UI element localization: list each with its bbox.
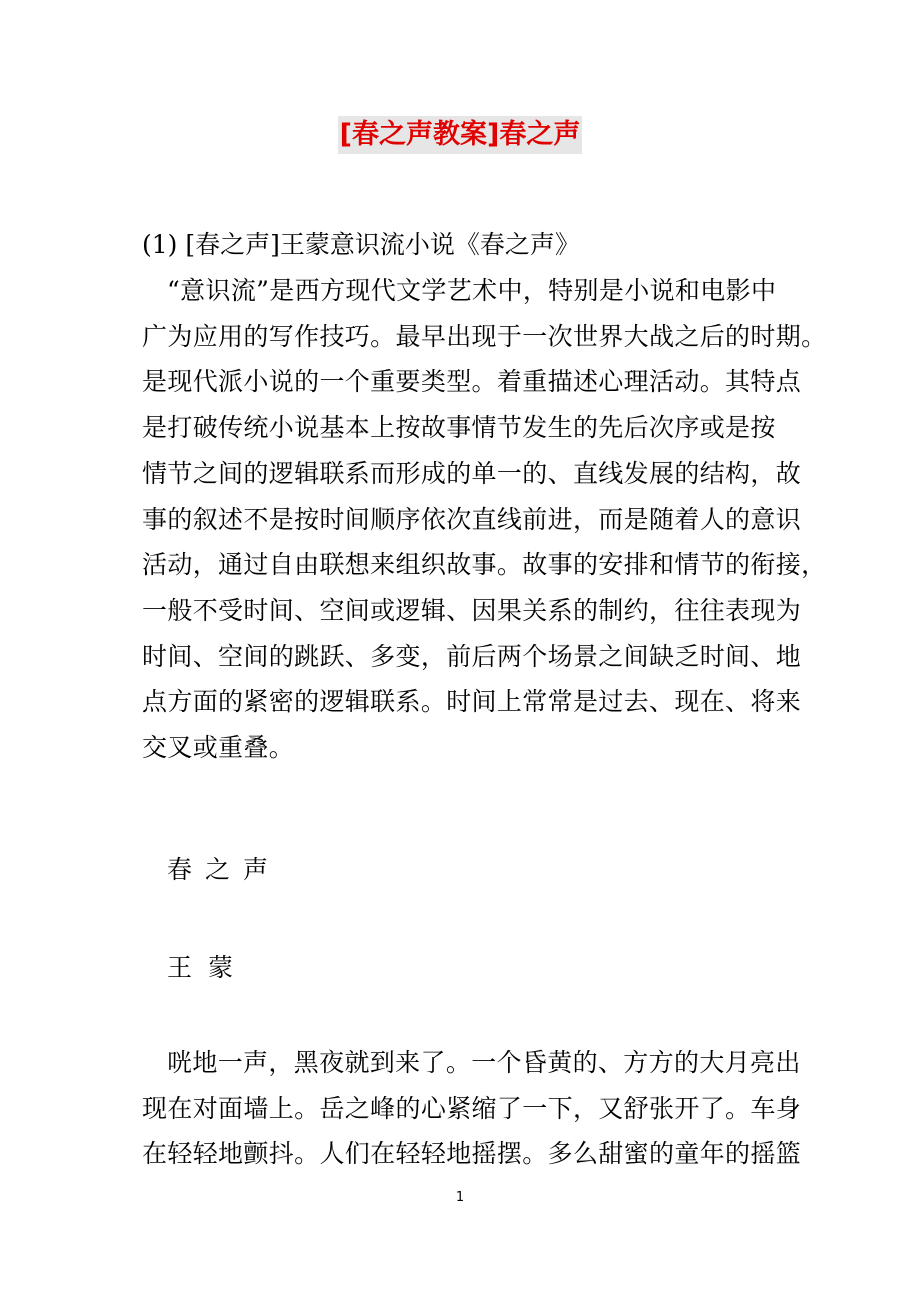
intro-line: 一般不受时间、空间或逻辑、因果关系的制约，往往表现为	[142, 595, 802, 625]
intro-line: 情节之间的逻辑联系而形成的单一的、直线发展的结构，故	[142, 458, 802, 488]
page-number: 1	[455, 1190, 465, 1205]
title-container	[0, 116, 920, 154]
section-title: 春之声	[167, 855, 282, 884]
story-paragraph	[142, 1040, 802, 1177]
story-line: 咣地一声，黑夜就到来了。一个昏黄的、方方的大月亮出	[167, 1048, 801, 1077]
intro-line: “意识流”是西方现代文学艺术中，特别是小说和电影中	[167, 276, 777, 305]
intro-line: 活动，通过自由联想来组织故事。故事的安排和情节的衔接，	[142, 550, 827, 580]
intro-line: 是现代派小说的一个重要类型。着重描述心理活动。其特点	[142, 367, 802, 397]
intro-paragraph	[142, 268, 827, 771]
heading-line: (1) [春之声]王蒙意识流小说《春之声》	[142, 230, 580, 259]
intro-line: 交叉或重叠。	[142, 733, 295, 763]
intro-line: 事的叙述不是按时间顺序依次直线前进，而是随着人的意识	[142, 504, 802, 534]
document-title: [春之声教案]春之声	[338, 116, 583, 154]
story-line: 在轻轻地颤抖。人们在轻轻地摇摆。多么甜蜜的童年的摇篮	[142, 1139, 802, 1169]
intro-line: 点方面的紧密的逻辑联系。时间上常常是过去、现在、将来	[142, 687, 802, 717]
intro-line: 是打破传统小说基本上按故事情节发生的先后次序或是按	[142, 413, 776, 443]
author-name: 王蒙	[167, 953, 250, 982]
intro-line: 时间、空间的跳跃、多变，前后两个场景之间缺乏时间、地	[142, 641, 802, 671]
intro-line: 广为应用的写作技巧。最早出现于一次世界大战之后的时期。	[142, 321, 827, 351]
story-line: 现在对面墙上。岳之峰的心紧缩了一下，又舒张开了。车身	[142, 1093, 802, 1123]
